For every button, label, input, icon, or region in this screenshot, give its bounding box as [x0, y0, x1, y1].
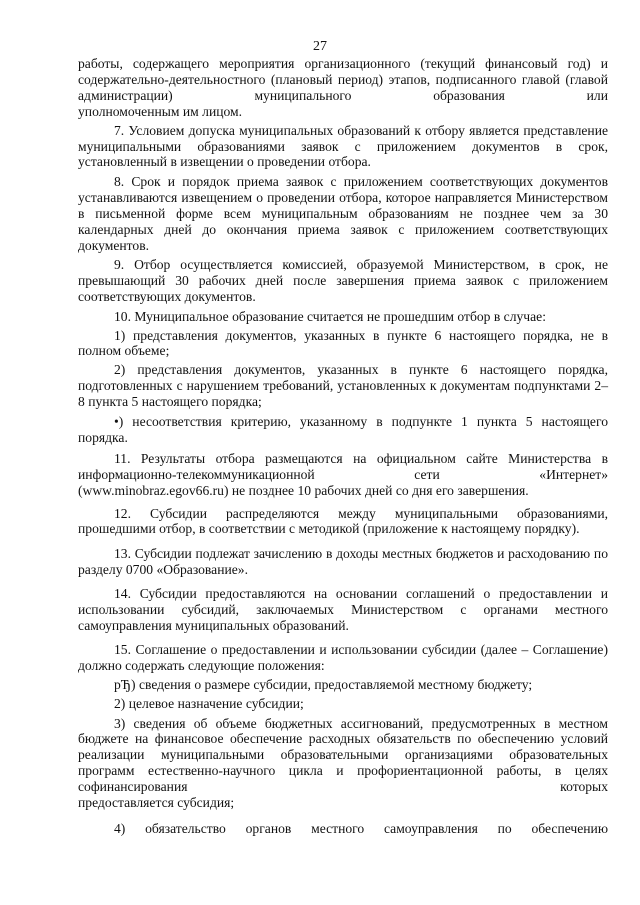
paragraph-item-9: 9. Отбор осуществляется комиссией, образуемой Министерством, в срок, не превышающий 30 рабочих дней после завершения приема заявок с приложением соответствующих документов.: [78, 256, 608, 304]
paragraph-subitem-3: •) несоответствия критерию, указанному в подпункте 1 пункта 5 настоящего порядка.: [78, 414, 608, 445]
paragraph-condition-3: 3) сведения об объеме бюджетных ассигнований, предусмотренных в местном бюджете на финансовое обеспечение расходных обязательств по обеспечению условий реализации муниципальными образовательными организациями образовательных программ естественно-научного цикла и профориентационной работы, в целях софинансирования которых: [78, 715, 608, 795]
paragraph-condition-4: 4) обязательство органов местного самоуправления по обеспечению: [114, 820, 608, 836]
page-number: 27: [313, 39, 327, 54]
paragraph-item-13: 13. Субсидии подлежат зачислению в доходы местных бюджетов и расходованию по разделу 0700 «Образование».: [78, 546, 608, 578]
paragraph-subitem-2: 2) представления документов, указанных в пункте 6 настоящего порядка, подготовленных с нарушением требований, установленных к документам подпунктами 2–8 пункта 5 настоящего порядка;: [78, 362, 608, 410]
paragraph-item-11: 11. Результаты отбора размещаются на официальном сайте Министерства в информационно-телекоммуникационной сети «Интернет»: [78, 450, 608, 482]
paragraph-condition-3-end: предоставляется субсидия;: [78, 795, 235, 811]
paragraph-item-10: 10. Муниципальное образование считается не прошедшим отбор в случае:: [114, 308, 546, 324]
paragraph-item-12: 12. Субсидии распределяются между муниципальными образованиями, прошедшими отбор, в соответствии с методикой (приложение к настоящему порядку).: [78, 505, 608, 537]
paragraph-item-7: 7. Условием допуска муниципальных образований к отбору является представление муниципальными образованиями заявок с приложением документов в срок, установленный в извещении о проведении отбора.: [78, 122, 608, 170]
paragraph-item-15: 15. Соглашение о предоставлении и использовании субсидии (далее – Соглашение) должно содержать следующие положения:: [78, 641, 608, 673]
paragraph-continuation-end: уполномоченным им лицом.: [78, 103, 243, 119]
document-body: [78, 56, 608, 837]
paragraph-item-14: 14. Субсидии предоставляются на основании соглашений о предоставлении и использовании субсидий, заключаемых Министерством с органами местного самоуправления муниципальных образований.: [78, 586, 608, 633]
paragraph-condition-1: рЂ) сведения о размере субсидии, предоставляемой местному бюджету;: [114, 676, 533, 692]
paragraph-item-11-end: (www.minobraz.egov66.ru) не позднее 10 рабочих дней со дня его завершения.: [78, 482, 529, 498]
paragraph-continuation: работы, содержащего мероприятия организационного (текущий финансовый год) и содержательно-деятельностного (плановый период) этапов, подписанного главой (главой администрации) муниципального образования или: [78, 56, 608, 103]
paragraph-subitem-1: 1) представления документов, указанных в пункте 6 настоящего порядка, не в полном объеме;: [78, 327, 608, 359]
paragraph-item-8: 8. Срок и порядок приема заявок с приложением соответствующих документов устанавливаются извещением о проведении отбора, которое направляется Министерством в письменной форме всем муниципальным образованиям не позднее чем за 30 календарных дней до окончания приема заявок с приложением соответствующих документов.: [78, 174, 608, 253]
paragraph-condition-2: 2) целевое назначение субсидии;: [114, 695, 304, 711]
